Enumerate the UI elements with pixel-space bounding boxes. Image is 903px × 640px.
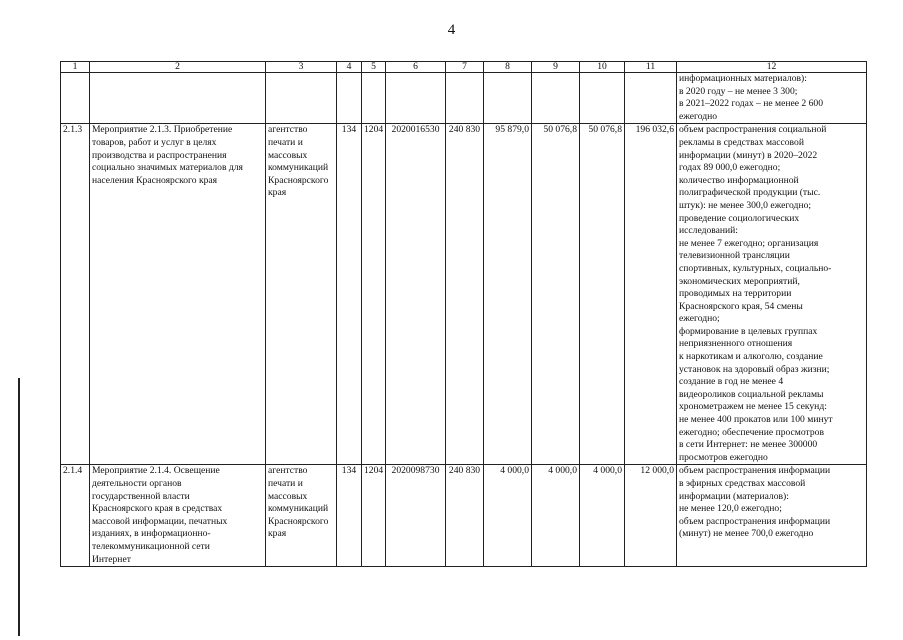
amount-2021: 4 000,0 — [532, 465, 580, 567]
amount-total: 196 032,6 — [625, 124, 677, 465]
amount-2020: 95 879,0 — [484, 124, 532, 465]
result-cell: информационных материалов): в 2020 году – не менее 3 300; в 2021–2022 годах – не менее 2 600 ежегодно — [677, 73, 867, 124]
header-cell: 8 — [484, 62, 532, 73]
budget-table — [60, 61, 867, 567]
header-cell: 7 — [446, 62, 484, 73]
column-number-header — [61, 62, 867, 73]
continuation-row — [61, 73, 867, 124]
responsible-agency: агентство печати и массовых коммуникаций Красноярского края — [266, 465, 337, 567]
amount-2022: 50 076,8 — [580, 124, 625, 465]
code-expense: 240 830 — [446, 124, 484, 465]
amount-2020: 4 000,0 — [484, 465, 532, 567]
header-cell: 1 — [61, 62, 90, 73]
header-cell: 6 — [386, 62, 446, 73]
page-number: 4 — [447, 22, 456, 38]
row-number: 2.1.4 — [61, 465, 90, 567]
header-cell: 10 — [580, 62, 625, 73]
result-cell: объем распространения социальной рекламы в средствах массовой информации (минут) в 2020–2022 годах 89 000,0 ежегодно; количество информационной полиграфической продукции (тыс. штук): не менее 300,0 ежегодно; проведение социологических исследований: не менее 7 ежегодно; организация телевизионной трансляции спортивных, культурных, социально- экономических мероприятий, проводимых на территории Красноярского края, 54 смены ежегодно; формирование в целевых группах неприязненного отношения к наркотикам и алкоголю, создание установок на здоровый образ жизни; создание в год не менее 4 видеороликов социальной рекламы хронометражем не менее 15 секунд: не менее 400 прокатов или 100 минут ежегодно; обеспечение просмотров в сети Интернет: не менее 300000 просмотров ежегодно — [677, 124, 867, 465]
table-row — [61, 465, 867, 567]
code-section: 1204 — [362, 465, 386, 567]
code-grbs: 134 — [337, 124, 362, 465]
amount-2021: 50 076,8 — [532, 124, 580, 465]
activity-name: Мероприятие 2.1.4. Освещение деятельности органов государственной власти Красноярского края в средствах массовой информации, печатных изданиях, в информационно- телекоммуникационной сети Интернет — [90, 465, 266, 567]
responsible-agency: агентство печати и массовых коммуникаций Красноярского края — [266, 124, 337, 465]
header-cell: 11 — [625, 62, 677, 73]
amount-2022: 4 000,0 — [580, 465, 625, 567]
code-target: 2020098730 — [386, 465, 446, 567]
header-cell: 2 — [90, 62, 266, 73]
scan-artifact-line — [18, 378, 20, 636]
amount-total: 12 000,0 — [625, 465, 677, 567]
code-grbs: 134 — [337, 465, 362, 567]
code-target: 2020016530 — [386, 124, 446, 465]
table-row — [61, 124, 867, 465]
result-cell: объем распространения информации в эфирных средствах массовой информации (материалов): не менее 120,0 ежегодно; объем распространения информации (минут) не менее 700,0 ежегодно — [677, 465, 867, 567]
row-number: 2.1.3 — [61, 124, 90, 465]
header-cell: 5 — [362, 62, 386, 73]
code-expense: 240 830 — [446, 465, 484, 567]
header-cell: 12 — [677, 62, 867, 73]
activity-name: Мероприятие 2.1.3. Приобретение товаров, работ и услуг в целях производства и распространения социально значимых материалов для населения Красноярского края — [90, 124, 266, 465]
header-cell: 3 — [266, 62, 337, 73]
code-section: 1204 — [362, 124, 386, 465]
header-cell: 9 — [532, 62, 580, 73]
header-cell: 4 — [337, 62, 362, 73]
